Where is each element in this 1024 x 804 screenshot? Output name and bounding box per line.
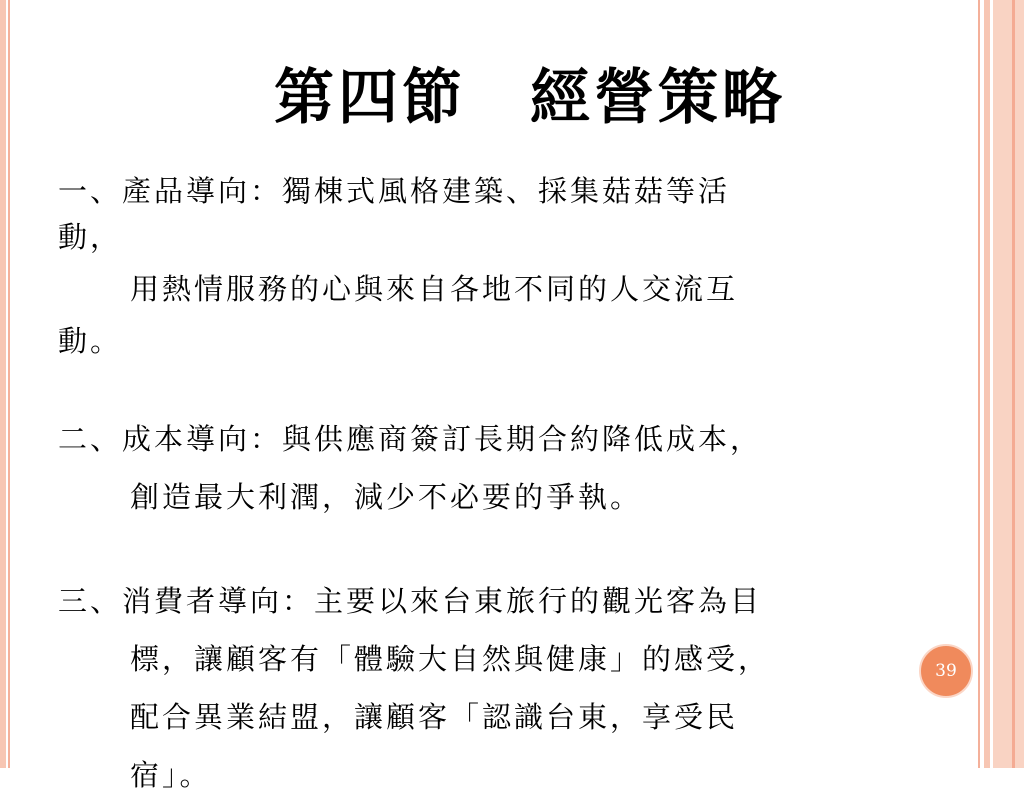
section-3-line-3: 配合異業結盟，讓顧客「認識台東，享受民	[130, 700, 739, 734]
right-border-line	[978, 0, 980, 768]
section-3-line-1: 三、消費者導向：主要以來台東旅行的觀光客為目	[58, 584, 763, 618]
right-border-stripe	[984, 0, 990, 768]
section-1-line-3: 用熱情服務的心與來自各地不同的人交流互	[130, 272, 739, 306]
section-3-line-2: 標，讓顧客有「體驗大自然與健康」的感受，	[130, 642, 771, 676]
section-gap	[58, 526, 878, 572]
page-number-badge: 39	[919, 644, 973, 698]
slide-body	[58, 168, 878, 804]
section-3-line-4: 宿」。	[130, 758, 212, 792]
section-gap	[58, 364, 878, 410]
slide-title: 第四節 經營策略	[274, 63, 786, 133]
right-border-band-line	[1012, 0, 1015, 768]
left-border-stripe	[0, 0, 6, 768]
section-1-line-4: 動。	[58, 324, 123, 358]
section-1-line-2: 動，	[58, 220, 123, 254]
section-1-line-1: 一、產品導向：獨棟式風格建築、採集菇菇等活	[58, 174, 731, 208]
section-2-line-2: 創造最大利潤，減少不必要的爭執。	[130, 480, 643, 514]
left-border-line	[8, 0, 10, 768]
section-2-line-1: 二、成本導向：與供應商簽訂長期合約降低成本，	[58, 422, 763, 456]
right-border-band	[993, 0, 1024, 768]
